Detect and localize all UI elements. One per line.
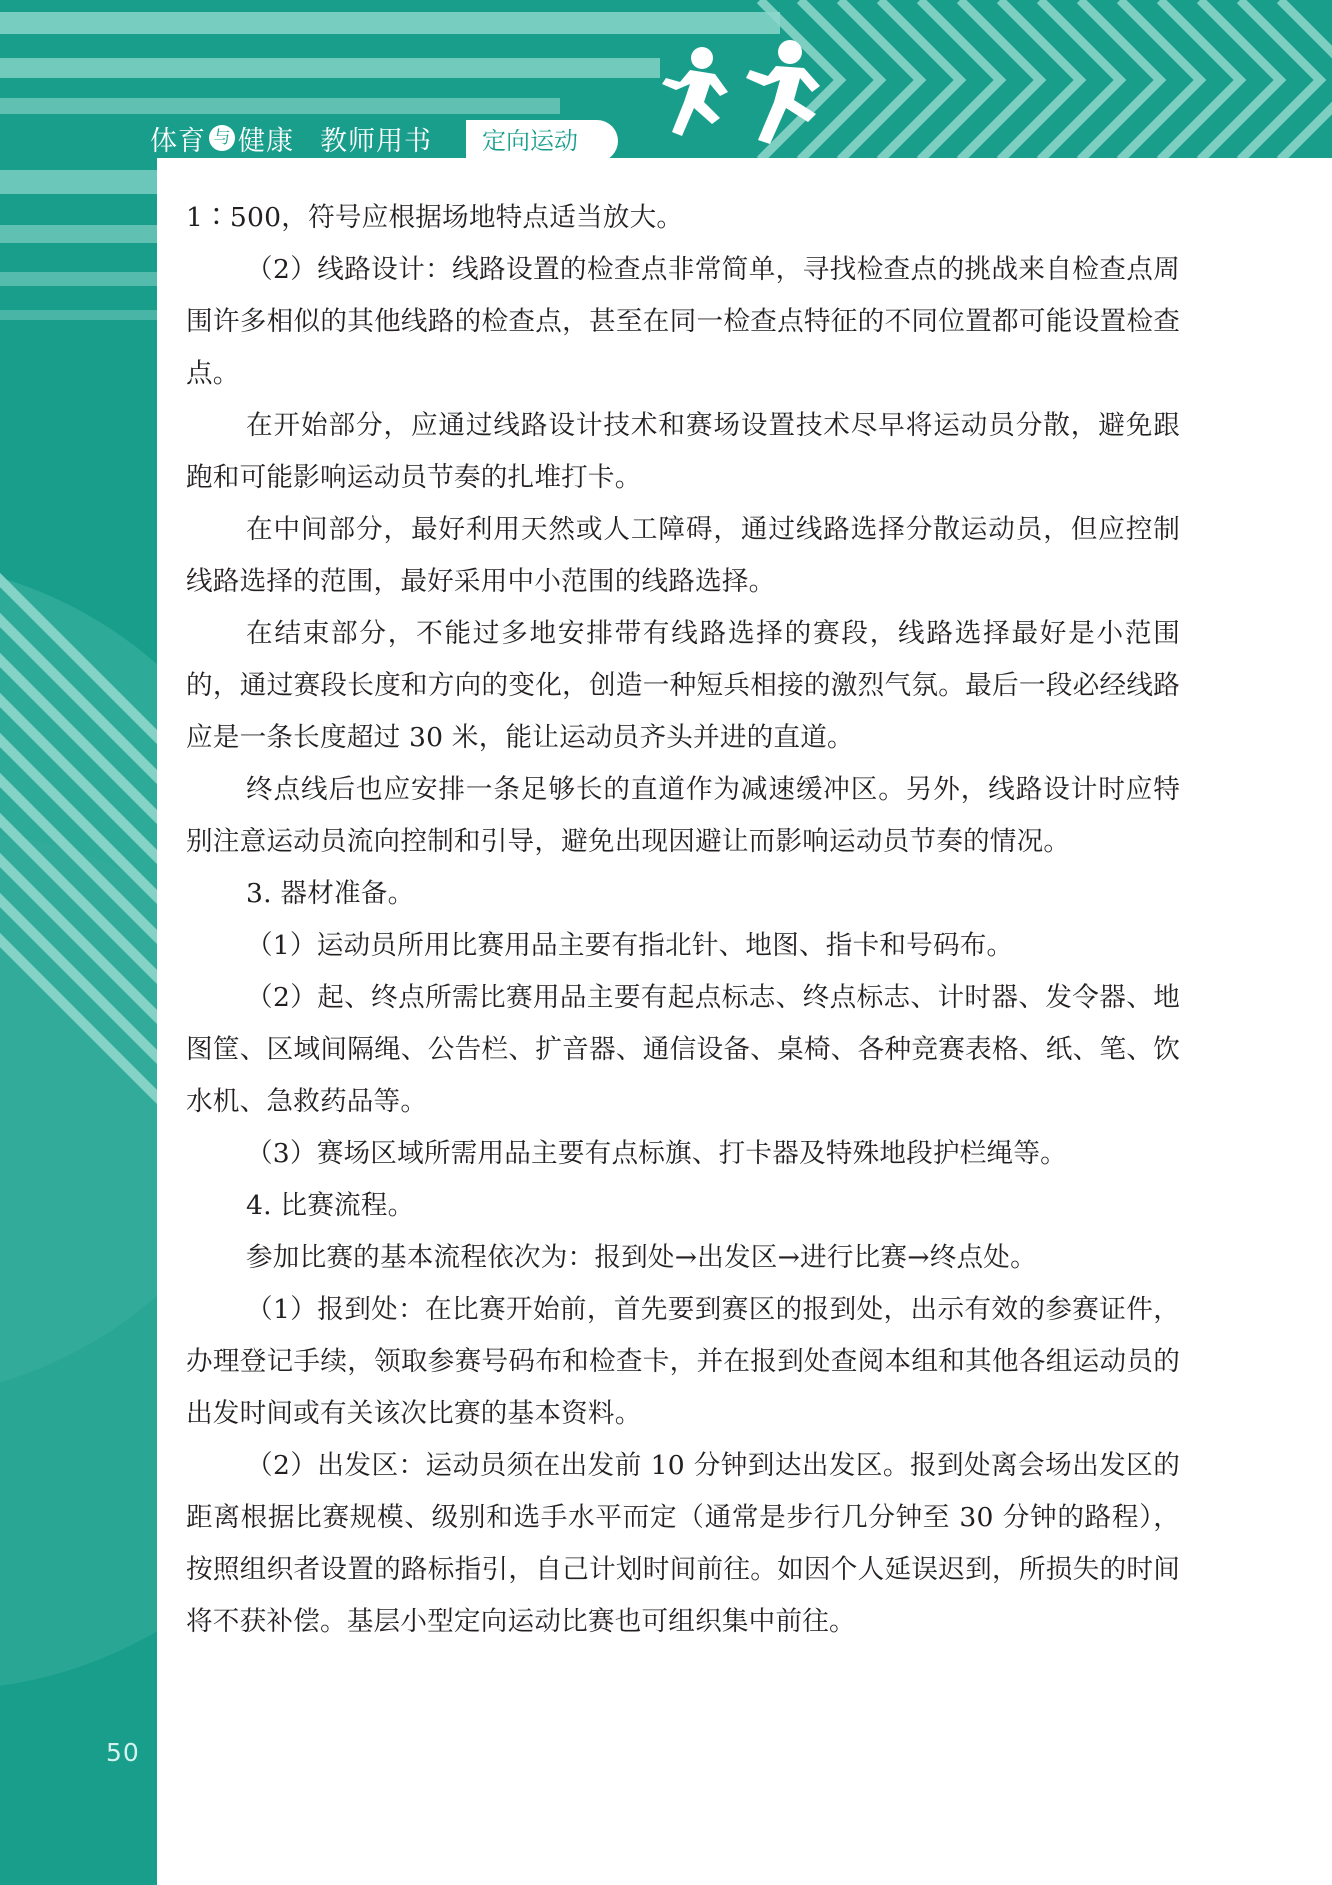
section-heading: 3. 器材准备。 (246, 878, 415, 909)
subject-part1: 体育 (150, 125, 206, 157)
chapter-tag: 定向运动 (466, 120, 618, 162)
section-heading: 4. 比赛流程。 (246, 1190, 415, 1221)
paragraph: （1）报到处：在比赛开始前，首先要到赛区的报到处，出示有效的参赛证件，办理登记手续，领取参赛号码布和检查卡，并在报到处查阅本组和其他各组运动员的出发时间或有关该次比赛的基本资料。 (186, 1294, 1180, 1429)
paragraph: 在结束部分，不能过多地安排带有线路选择的赛段，线路选择最好是小范围的，通过赛段长度和方向的变化，创造一种短兵相接的激烈气氛。最后一段必经线路应是一条长度超过 30 米，能让运动员齐头并进的直道。 (186, 618, 1180, 753)
subject-part2: 健康 (238, 125, 294, 157)
diagonal-stripes-decoration (0, 0, 157, 1885)
paragraph: （2）线路设计：线路设置的检查点非常简单，寻找检查点的挑战来自检查点周围许多相似的其他线路的检查点，甚至在同一检查点特征的不同位置都可能设置检查点。 (186, 254, 1180, 389)
paragraph: 在中间部分，最好利用天然或人工障碍，通过线路选择分散运动员，但应控制线路选择的范围，最好采用中小范围的线路选择。 (186, 514, 1180, 597)
paragraph: 在开始部分，应通过线路设计技术和赛场设置技术尽早将运动员分散，避免跟跑和可能影响运动员节奏的扎堆打卡。 (186, 410, 1180, 493)
left-decorative-band (0, 0, 157, 1885)
running-athletes-icon (620, 40, 860, 160)
paragraph: 终点线后也应安排一条足够长的直道作为减速缓冲区。另外，线路设计时应特别注意运动员流向控制和引导，避免出现因避让而影响运动员节奏的情况。 (186, 774, 1180, 857)
page-body-text (186, 192, 1180, 1648)
paragraph: （3）赛场区域所需用品主要有点标旗、打卡器及特殊地段护栏绳等。 (246, 1138, 1067, 1169)
book-type: 教师用书 (320, 125, 432, 157)
subject-conjunction-badge: 与 (209, 125, 235, 151)
page-number: 50 (106, 1738, 140, 1767)
paragraph: 1∶500，符号应根据场地特点适当放大。 (186, 202, 684, 233)
paragraph: （2）出发区：运动员须在出发前 10 分钟到达出发区。报到处离会场出发区的距离根据比赛规模、级别和选手水平而定（通常是步行几分钟至 30 分钟的路程），按照组织者设置的路标指引，自己计划时间前往。如因个人延误迟到，所损失的时间将不获补偿。基层小型定向运动比赛也可组织集中前往。 (186, 1450, 1180, 1637)
book-header-title (150, 120, 432, 156)
paragraph: （1）运动员所用比赛用品主要有指北针、地图、指卡和号码布。 (246, 930, 1014, 961)
paragraph: （2）起、终点所需比赛用品主要有起点标志、终点标志、计时器、发令器、地图筐、区域间隔绳、公告栏、扩音器、通信设备、桌椅、各种竞赛表格、纸、笔、饮水机、急救药品等。 (186, 982, 1180, 1117)
paragraph: 参加比赛的基本流程依次为：报到处→出发区→进行比赛→终点处。 (246, 1242, 1037, 1273)
